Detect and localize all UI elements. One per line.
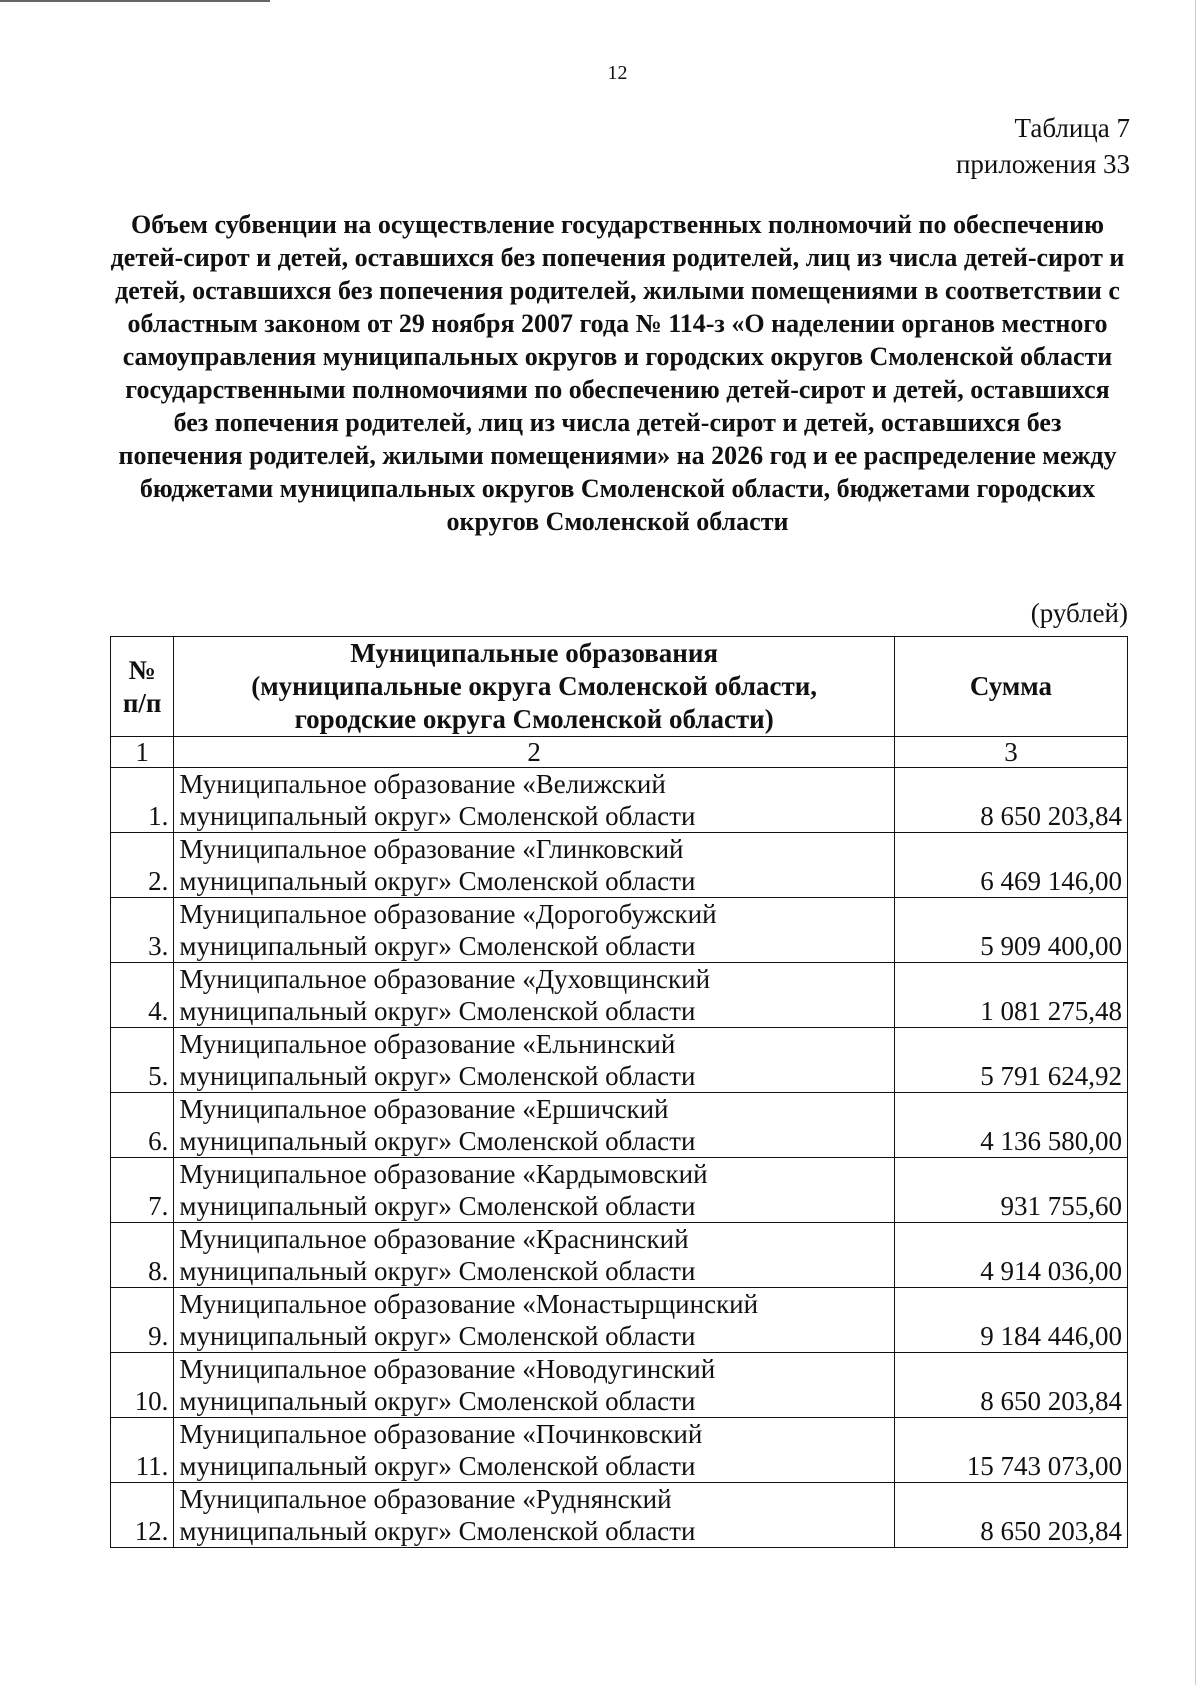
row-sum: 4 136 580,00	[894, 1093, 1127, 1158]
row-sum: 6 469 146,00	[894, 833, 1127, 898]
column-number-2: 2	[174, 737, 895, 768]
row-sum: 931 755,60	[894, 1158, 1127, 1223]
header-municipality	[174, 637, 895, 737]
row-municipality	[174, 1223, 895, 1288]
row-municipality	[174, 1418, 895, 1483]
row-number: 7.	[111, 1158, 174, 1223]
municipality-name-line1: Муниципальное образование «Руднянский	[179, 1484, 672, 1514]
column-number-1: 1	[111, 737, 174, 768]
row-number: 11.	[111, 1418, 174, 1483]
municipality-name-line1: Муниципальное образование «Глинковский	[179, 834, 684, 864]
municipality-name-line1: Муниципальное образование «Духовщинский	[179, 964, 711, 994]
document-title: Объем субвенции на осуществление государственных полномочий по обеспечению детей-сирот и детей, оставшихся без попечения родителей, лиц из числа детей-сирот и детей, оставшихся без попечения родителей, жилыми помещениями в соответствии с областным законом от 29 ноября 2007 года № 114-з «О наделении органов местного самоуправления муниципальных округов и городских округов Смоленской области государственными полномочиями по обеспечению детей-сирот и детей, оставшихся без попечения родителей, лиц из числа детей-сирот и детей, оставшихся без попечения родителей, жилыми помещениями» на 2026 год и ее распределение между бюджетами муниципальных округов Смоленской области, бюджетами городских округов Смоленской области	[110, 210, 1125, 536]
municipality-name-line1: Муниципальное образование «Монастырщинский	[179, 1289, 759, 1319]
header-municipality-line2: (муниципальные округа Смоленской области,	[251, 671, 818, 701]
table-row	[111, 1353, 1128, 1418]
row-sum: 1 081 275,48	[894, 963, 1127, 1028]
header-number	[111, 637, 174, 737]
row-number: 3.	[111, 898, 174, 963]
table-row	[111, 898, 1128, 963]
row-sum: 8 650 203,84	[894, 1353, 1127, 1418]
municipality-name-line2: муниципальный округ» Смоленской области	[179, 931, 696, 961]
municipality-name-line1: Муниципальное образование «Ершичский	[179, 1094, 669, 1124]
municipality-name-line1: Муниципальное образование «Ельнинский	[179, 1029, 676, 1059]
header-sum: Сумма	[894, 637, 1127, 737]
row-number: 5.	[111, 1028, 174, 1093]
municipality-name-line2: муниципальный округ» Смоленской области	[179, 1451, 696, 1481]
row-number: 10.	[111, 1353, 174, 1418]
appendix-reference	[956, 110, 1130, 182]
table-row	[111, 1483, 1128, 1548]
header-number-sign: №	[128, 654, 156, 685]
table-row	[111, 1418, 1128, 1483]
row-municipality	[174, 963, 895, 1028]
municipality-name-line1: Муниципальное образование «Новодугинский	[179, 1354, 716, 1384]
page-number: 12	[607, 62, 628, 84]
municipality-name-line2: муниципальный округ» Смоленской области	[179, 1516, 696, 1546]
table-row	[111, 1093, 1128, 1158]
municipality-name-line2: муниципальный округ» Смоленской области	[179, 1191, 696, 1221]
row-number: 12.	[111, 1483, 174, 1548]
appendix-table-label: Таблица 7	[1014, 113, 1130, 143]
row-municipality	[174, 1288, 895, 1353]
column-number-row	[111, 737, 1128, 768]
row-municipality	[174, 1158, 895, 1223]
appendix-label: приложения 33	[955, 149, 1130, 179]
row-municipality	[174, 1093, 895, 1158]
municipality-name-line2: муниципальный округ» Смоленской области	[179, 1386, 696, 1416]
municipality-name-line2: муниципальный округ» Смоленской области	[179, 1126, 696, 1156]
row-sum: 4 914 036,00	[894, 1223, 1127, 1288]
municipality-name-line2: муниципальный округ» Смоленской области	[179, 866, 696, 896]
row-sum: 8 650 203,84	[894, 768, 1127, 833]
row-municipality	[174, 1483, 895, 1548]
table-header-row	[111, 637, 1128, 737]
municipality-name-line1: Муниципальное образование «Кардымовский	[179, 1159, 708, 1189]
header-municipality-line3: городские округа Смоленской области)	[294, 704, 774, 734]
row-sum: 5 791 624,92	[894, 1028, 1127, 1093]
row-sum: 15 743 073,00	[894, 1418, 1127, 1483]
row-number: 4.	[111, 963, 174, 1028]
table-row	[111, 833, 1128, 898]
table-row	[111, 1028, 1128, 1093]
row-number: 8.	[111, 1223, 174, 1288]
scan-artifact-line	[0, 0, 270, 2]
table-row	[111, 963, 1128, 1028]
row-municipality	[174, 1353, 895, 1418]
municipality-name-line2: муниципальный округ» Смоленской области	[179, 801, 696, 831]
row-number: 1.	[111, 768, 174, 833]
scan-page-edge	[1195, 0, 1196, 1685]
row-sum: 5 909 400,00	[894, 898, 1127, 963]
row-sum: 9 184 446,00	[894, 1288, 1127, 1353]
currency-unit: (рублей)	[1030, 598, 1128, 628]
municipality-name-line2: муниципальный округ» Смоленской области	[179, 1256, 696, 1286]
row-number: 6.	[111, 1093, 174, 1158]
header-number-abbr: п/п	[122, 687, 162, 718]
column-number-3: 3	[894, 737, 1127, 768]
table-row	[111, 1288, 1128, 1353]
municipality-name-line2: муниципальный округ» Смоленской области	[179, 1061, 696, 1091]
table-row	[111, 768, 1128, 833]
row-municipality	[174, 833, 895, 898]
header-municipality-line1: Муниципальные образования	[350, 638, 719, 668]
table-row	[111, 1158, 1128, 1223]
row-number: 2.	[111, 833, 174, 898]
municipality-name-line1: Муниципальное образование «Велижский	[179, 769, 666, 799]
municipality-name-line2: муниципальный округ» Смоленской области	[179, 996, 696, 1026]
municipality-name-line2: муниципальный округ» Смоленской области	[179, 1321, 696, 1351]
row-municipality	[174, 898, 895, 963]
row-number: 9.	[111, 1288, 174, 1353]
municipality-name-line1: Муниципальное образование «Краснинский	[179, 1224, 689, 1254]
municipality-name-line1: Муниципальное образование «Починковский	[179, 1419, 703, 1449]
table-row	[111, 1223, 1128, 1288]
subvention-table	[110, 636, 1128, 1548]
municipality-name-line1: Муниципальное образование «Дорогобужский	[179, 899, 717, 929]
row-municipality	[174, 1028, 895, 1093]
row-sum: 8 650 203,84	[894, 1483, 1127, 1548]
row-municipality	[174, 768, 895, 833]
